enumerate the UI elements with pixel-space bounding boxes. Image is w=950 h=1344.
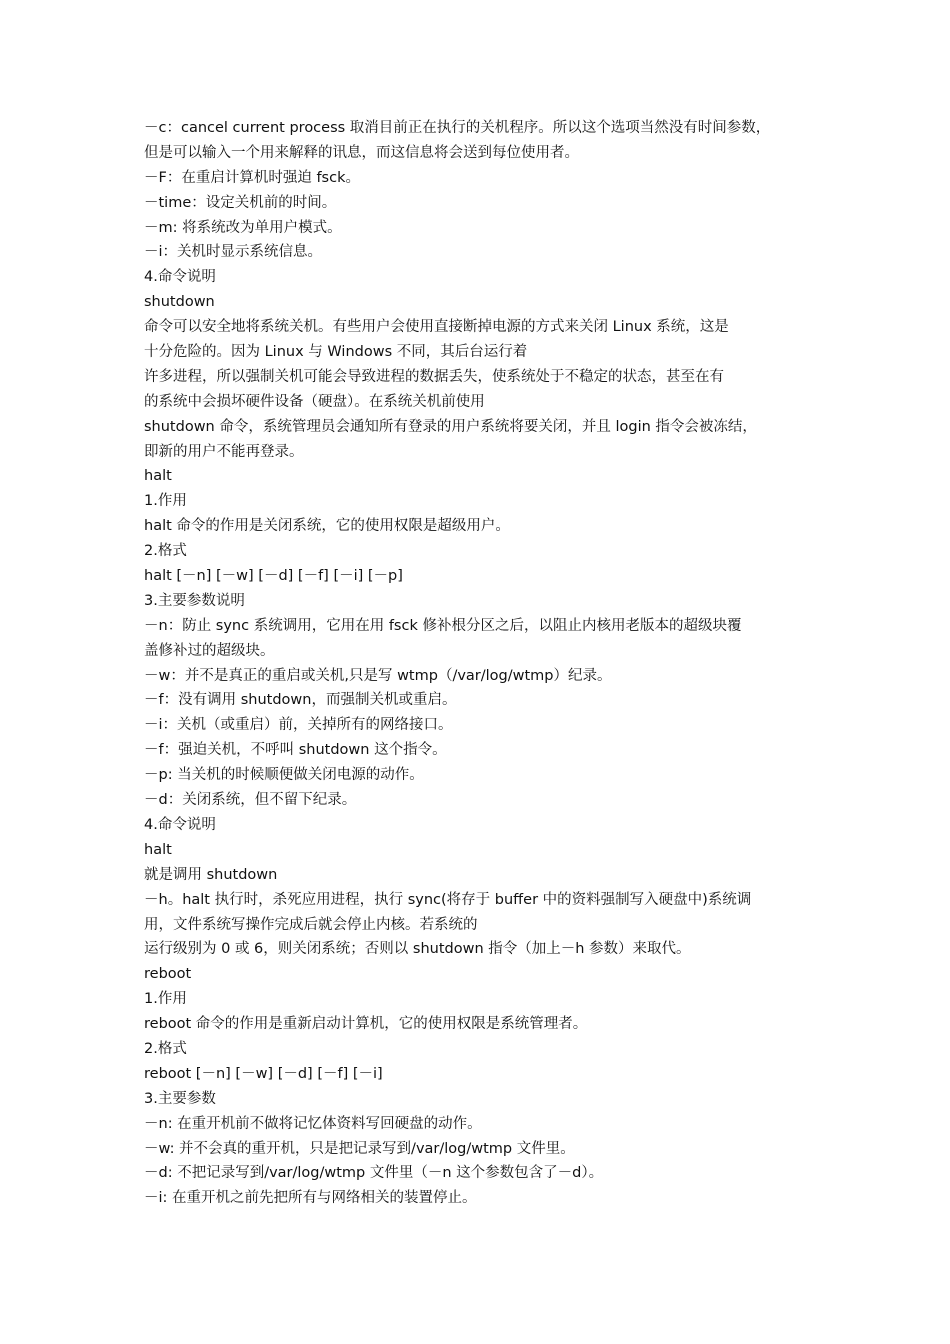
section-heading: 2.格式	[144, 1040, 187, 1057]
text-line: 命令可以安全地将系统关机。有些用户会使用直接断掉电源的方式来关闭 Linux 系统，这是	[144, 319, 729, 336]
command-name: halt	[144, 468, 172, 485]
text-line: 的系统中会损坏硬件设备（硬盘）。在系统关机前使用	[144, 393, 485, 410]
text-line: －m: 将系统改为单用户模式。	[144, 219, 342, 236]
text-line: －w: 并不会真的重开机，只是把记录写到/var/log/wtmp 文件里。	[144, 1140, 575, 1157]
text-line: halt 命令的作用是关闭系统，它的使用权限是超级用户。	[144, 518, 510, 535]
text-line: －f：没有调用 shutdown，而强制关机或重启。	[144, 692, 457, 709]
text-line: －d: 不把记录写到/var/log/wtmp 文件里（－n 这个参数包含了－d）。	[144, 1165, 604, 1182]
text-line: －i：关机时显示系统信息。	[144, 244, 323, 261]
syntax-line: reboot [－n] [－w] [－d] [－f] [－i]	[144, 1065, 383, 1082]
section-heading: 3.主要参数	[144, 1090, 216, 1107]
document-body	[144, 116, 810, 1211]
text-line: －time：设定关机前的时间。	[144, 194, 337, 211]
text-line: 许多进程，所以强制关机可能会导致进程的数据丢失，使系统处于不稳定的状态，甚至在有	[144, 368, 724, 385]
text-line: shutdown 命令，系统管理员会通知所有登录的用户系统将要关闭，并且 login 指令会被冻结，	[144, 418, 757, 435]
text-line: 就是调用 shutdown	[144, 866, 278, 883]
section-heading: 4.命令说明	[144, 816, 216, 833]
section-heading: 2.格式	[144, 543, 187, 560]
text-line: 即新的用户不能再登录。	[144, 443, 304, 460]
text-line: －p: 当关机的时候顺便做关闭电源的动作。	[144, 767, 424, 784]
text-line: －f：强迫关机，不呼叫 shutdown 这个指令。	[144, 742, 447, 759]
text-line: －d：关闭系统，但不留下纪录。	[144, 792, 357, 809]
text-line: 十分危险的。因为 Linux 与 Windows 不同，其后台运行着	[144, 344, 528, 361]
text-line: －F：在重启计算机时强迫 fsck。	[144, 169, 360, 186]
text-line: －n：防止 sync 系统调用，它用在用 fsck 修补根分区之后，以阻止内核用老版本的超级块覆	[144, 617, 742, 634]
command-name: halt	[144, 841, 172, 858]
command-name: shutdown	[144, 294, 215, 311]
text-line: －i：关机（或重启）前，关掉所有的网络接口。	[144, 717, 453, 734]
syntax-line: halt [－n] [－w] [－d] [－f] [－i] [－p]	[144, 568, 403, 585]
text-line: －h。halt 执行时，杀死应用进程，执行 sync(将存于 buffer 中的资料强制写入硬盘中)系统调	[144, 891, 752, 908]
text-line: reboot 命令的作用是重新启动计算机，它的使用权限是系统管理者。	[144, 1016, 588, 1033]
section-heading: 4.命令说明	[144, 269, 216, 286]
text-line: 盖修补过的超级块。	[144, 642, 275, 659]
text-line: －c：cancel current process 取消目前正在执行的关机程序。所以这个选项当然没有时间参数，	[144, 120, 771, 136]
text-line: 运行级别为 0 或 6，则关闭系统；否则以 shutdown 指令（加上－h 参数）来取代。	[144, 941, 691, 958]
text-line: －w：并不是真正的重启或关机,只是写 wtmp（/var/log/wtmp）纪录。	[144, 667, 612, 684]
section-heading: 1.作用	[144, 991, 187, 1008]
section-heading: 1.作用	[144, 493, 187, 510]
text-line: －n: 在重开机前不做将记忆体资料写回硬盘的动作。	[144, 1115, 482, 1132]
text-line: －i: 在重开机之前先把所有与网络相关的装置停止。	[144, 1190, 477, 1207]
text-line: 用，文件系统写操作完成后就会停止内核。若系统的	[144, 916, 478, 933]
command-name: reboot	[144, 966, 192, 983]
section-heading: 3.主要参数说明	[144, 592, 245, 609]
text-line: 但是可以输入一个用来解释的讯息，而这信息将会送到每位使用者。	[144, 144, 579, 161]
